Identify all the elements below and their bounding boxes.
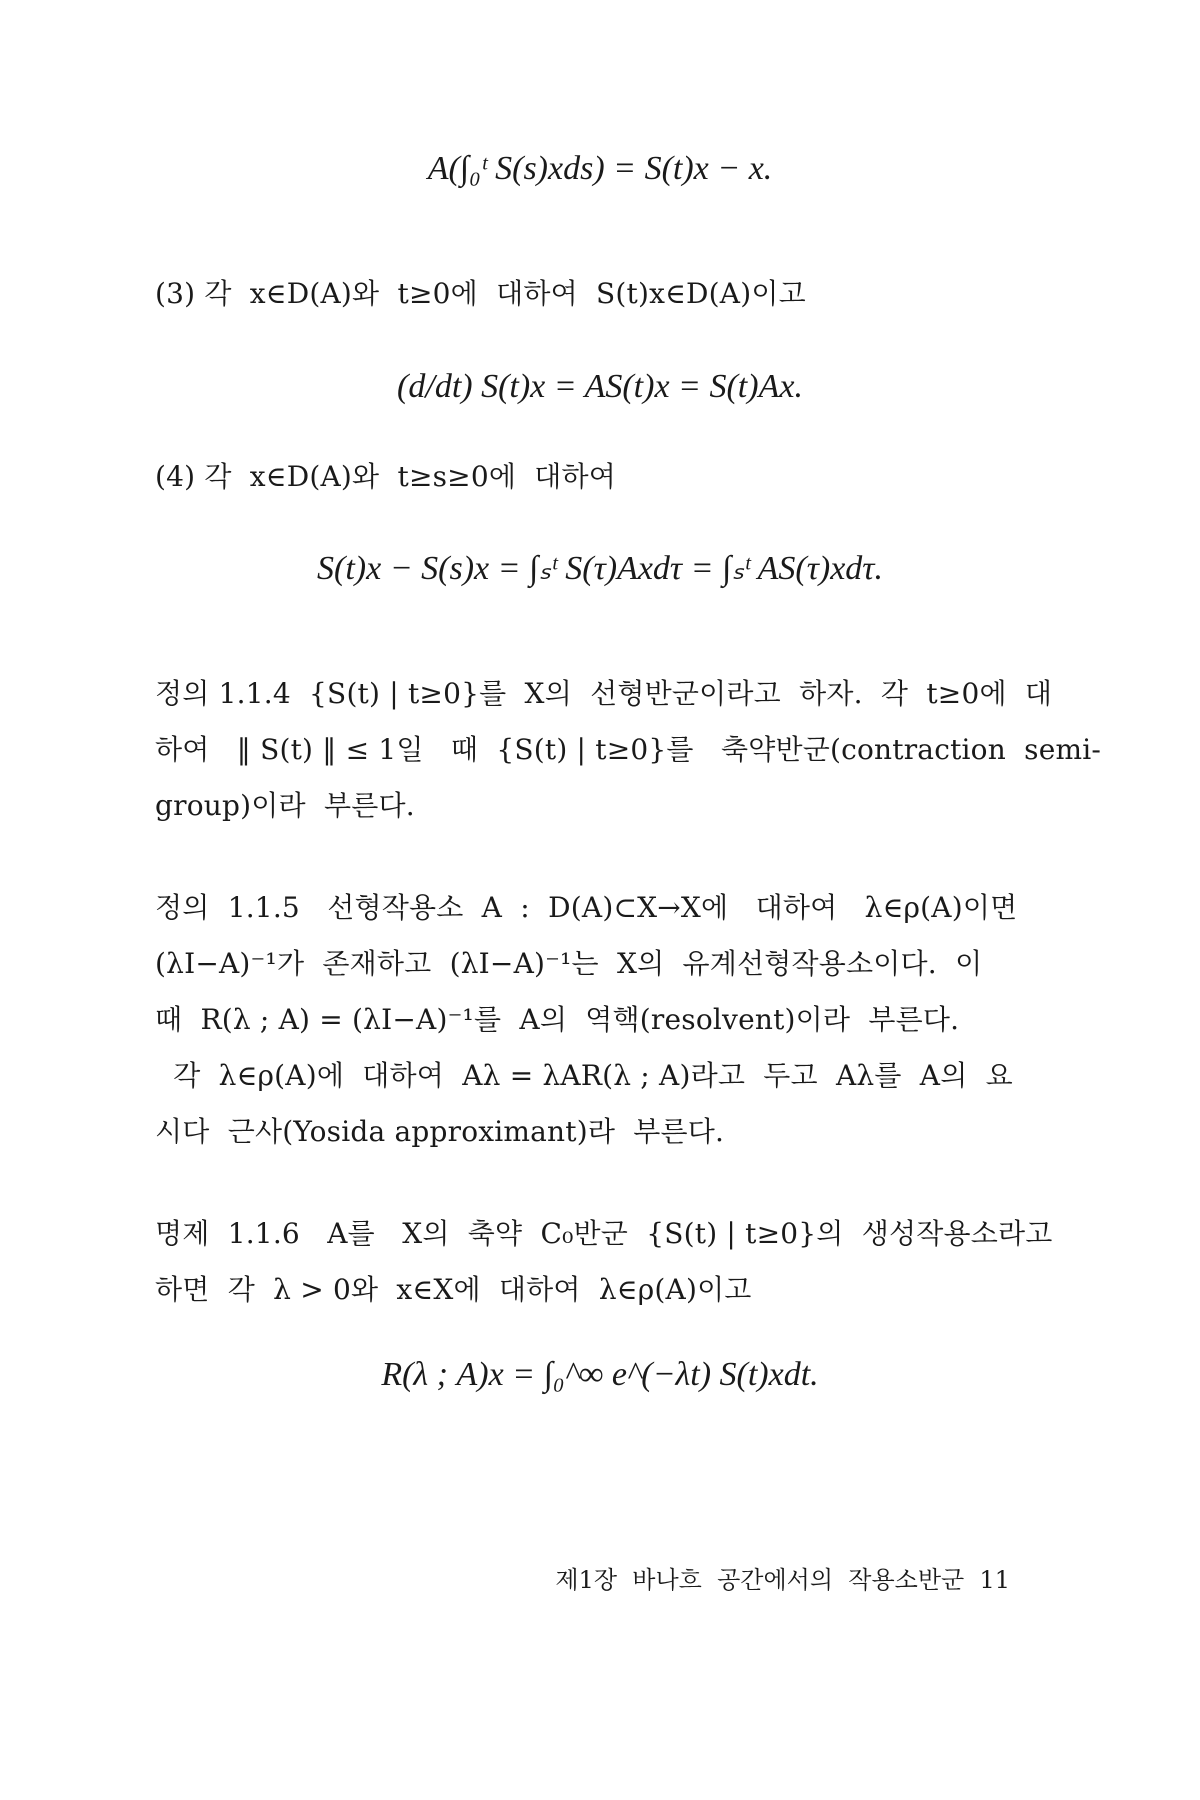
definition-1-1-4-line1: 정의 1.1.4 {S(t) | t≥0}를 X의 선형반군이라고 하자. 각 t≥0에 대 — [155, 677, 1053, 710]
equation-difference: S(t)x − S(s)x = ∫ₛᵗ S(τ)Axdτ = ∫ₛᵗ AS(τ)xdτ. — [317, 550, 883, 587]
definition-1-1-4-line2: 하여 ‖ S(t) ‖ ≤ 1일 때 {S(t) | t≥0}를 축약반군(contraction semi- — [155, 733, 1102, 766]
item-3: (3) 각 x∈D(A)와 t≥0에 대하여 S(t)x∈D(A)이고 — [155, 277, 806, 310]
equation-integral-identity: A(∫₀ᵗ S(s)xds) = S(t)x − x. — [427, 150, 773, 187]
definition-1-1-5-line1: 정의 1.1.5 선형작용소 A : D(A)⊂X→X에 대하여 λ∈ρ(A)이면 — [155, 891, 1018, 924]
definition-1-1-5-line2: (λI−A)⁻¹가 존재하고 (λI−A)⁻¹는 X의 유계선형작용소이다. 이 — [155, 947, 983, 980]
page-footer: 제1장 바나흐 공간에서의 작용소반군 11 — [555, 1566, 1010, 1594]
item-4: (4) 각 x∈D(A)와 t≥s≥0에 대하여 — [155, 460, 617, 493]
equation-resolvent-integral: R(λ ; A)x = ∫₀^∞ e^(−λt) S(t)xdt. — [381, 1356, 819, 1393]
proposition-1-1-6-line2: 하면 각 λ > 0와 x∈X에 대하여 λ∈ρ(A)이고 — [155, 1273, 752, 1306]
proposition-1-1-6-line1: 명제 1.1.6 A를 X의 축약 C₀반군 {S(t) | t≥0}의 생성작용소라고 — [155, 1217, 1053, 1250]
equation-derivative: (d/dt) S(t)x = AS(t)x = S(t)Ax. — [397, 368, 803, 405]
definition-1-1-5-line4: 각 λ∈ρ(A)에 대하여 Aλ = λAR(λ ; A)라고 두고 Aλ를 A의 요 — [155, 1059, 1013, 1092]
definition-1-1-5-line3: 때 R(λ ; A) = (λI−A)⁻¹를 A의 역핵(resolvent)이라 부른다. — [155, 1003, 960, 1036]
definition-1-1-5-line5: 시다 근사(Yosida approximant)라 부른다. — [155, 1115, 725, 1148]
definition-1-1-4-line3: group)이라 부른다. — [155, 789, 415, 822]
